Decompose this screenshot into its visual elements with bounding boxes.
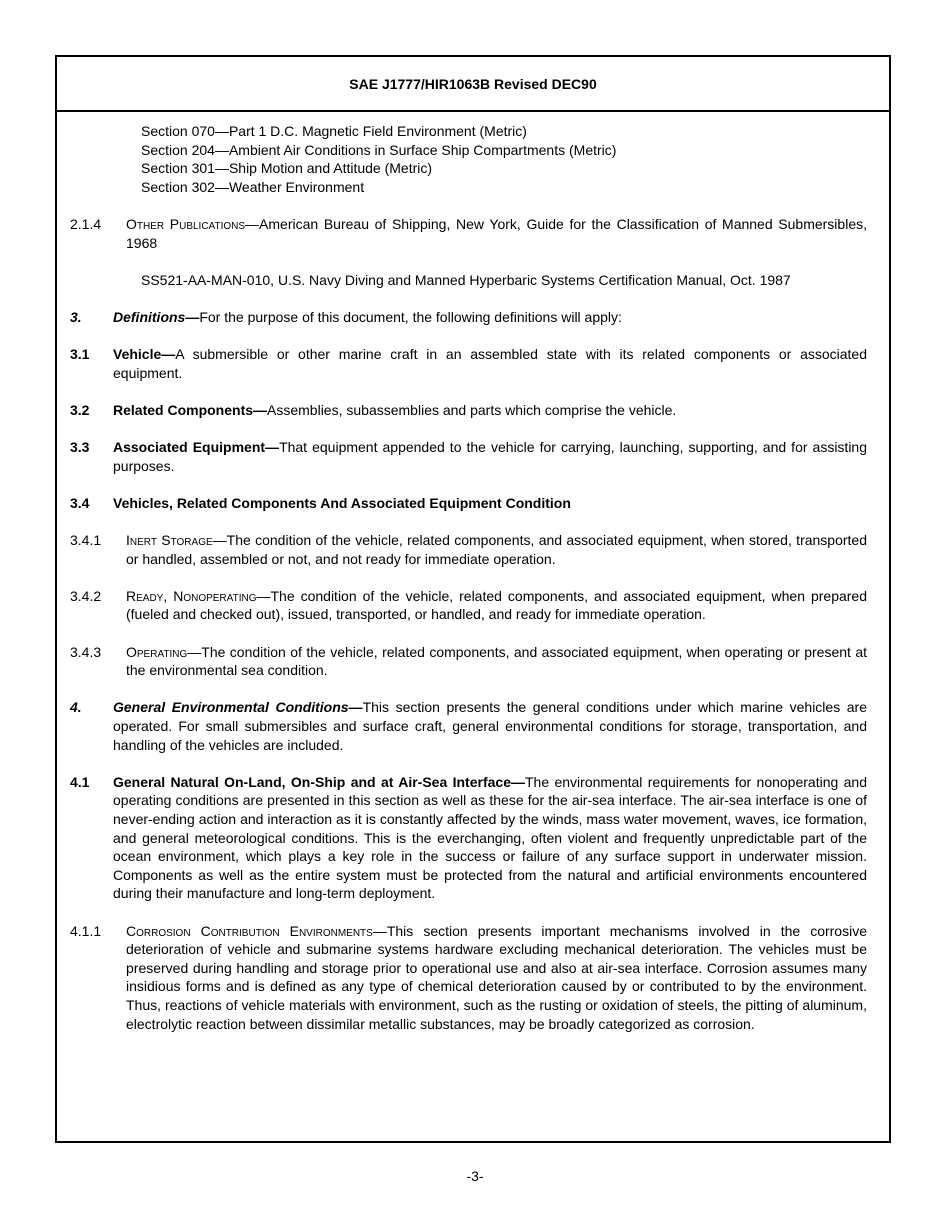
section-4-1 — [70, 773, 867, 903]
section-number: 4. — [70, 699, 82, 716]
section-number: 3.3 — [70, 439, 90, 456]
section-heading: Definitions— — [113, 308, 200, 325]
reference-item: Section 302—Weather Environment — [141, 178, 365, 195]
section-number: 3.4.2 — [70, 587, 102, 604]
section-3 — [70, 308, 867, 327]
section-text: For the purpose of this document, the following definitions will apply: — [199, 308, 622, 325]
section-heading: Corrosion Contribution Environments — [126, 922, 373, 939]
document-header — [57, 57, 889, 112]
section-heading: General Natural On-Land, On-Ship and at Air-Sea Interface— — [113, 773, 525, 790]
section-3-4-2 — [70, 587, 867, 624]
section-3-3 — [70, 438, 867, 475]
reference-item: Section 204—Ambient Air Conditions in Surface Ship Compartments (Metric) — [141, 141, 617, 158]
section-number: 3. — [70, 308, 82, 325]
section-3-2 — [70, 401, 867, 420]
section-4 — [70, 698, 867, 754]
section-heading: General Environmental Conditions— — [113, 699, 363, 716]
section-number: 3.4.1 — [70, 532, 102, 549]
section-number: 4.1 — [70, 773, 90, 790]
section-2-1-4 — [70, 215, 867, 252]
section-heading: Related Components— — [113, 401, 268, 418]
section-text: The environmental requirements for nonoperating and operating conditions are presented in this section as well as these for the air-sea interface. The air-sea interface is one of never-ending action and interaction as it is constantly affected by the winds, mass water movement, waves, ice formation, and general meteorological conditions. This is the everchanging, often violent and frequently unpredictable part of the ocean environment, which plays a key role in the success or failure of any surface support in underwater mission. Components as well as the entire system must be protected from the natural and artificial environments encountered during their manufacture and long-term deployment. — [113, 773, 867, 902]
section-4-1-1 — [70, 922, 867, 1034]
section-text: —The condition of the vehicle, related components, and associated equipment, when operating or present at the environmental sea condition. — [126, 643, 867, 679]
section-2-1-4-extra: SS521-AA-MAN-010, U.S. Navy Diving and Manned Hyperbaric Systems Certification Manual, Oct. 1987 — [141, 271, 791, 288]
section-number: 2.1.4 — [70, 215, 102, 232]
section-text: —The condition of the vehicle, related components, and associated equipment, when stored, transported or handled, assembled or not, and not ready for immediate operation. — [126, 532, 867, 567]
section-text: This section presents the general conditions under which marine vehicles are operated. For small submersibles and surface craft, general environmental conditions for storage, transportation, and handling of the vehicles are included. — [113, 699, 867, 753]
document-body — [70, 122, 867, 1033]
section-heading: Vehicle— — [113, 346, 176, 363]
section-heading: Vehicles, Related Components And Associated Equipment Condition — [113, 494, 571, 511]
section-heading: Associated Equipment— — [113, 439, 280, 456]
section-heading: Inert Storage — [126, 532, 213, 549]
section-text: —American Bureau of Shipping, New York, Guide for the Classification of Manned Submersibles, 1968 — [126, 215, 867, 251]
section-heading: Other Publications — [126, 215, 246, 232]
section-3-4-3 — [70, 643, 867, 680]
section-number: 3.2 — [70, 401, 90, 418]
section-text: A submersible or other marine craft in an assembled state with its related components or associated equipment. — [113, 346, 867, 381]
section-text: Assemblies, subassemblies and parts which comprise the vehicle. — [267, 401, 677, 418]
section-3-4-1 — [70, 531, 867, 568]
section-heading: Ready, Nonoperating — [126, 587, 257, 604]
section-number: 4.1.1 — [70, 922, 102, 939]
page-number: -3- — [466, 1168, 484, 1184]
section-number: 3.1 — [70, 346, 90, 363]
section-number: 3.4.3 — [70, 643, 102, 660]
section-3-4 — [70, 494, 867, 513]
section-number: 3.4 — [70, 494, 90, 511]
section-text: —The condition of the vehicle, related components, and associated equipment, when prepared (fueled and checked out), issued, transported, or handled, and ready for immediate operation. — [126, 587, 868, 623]
section-3-1 — [70, 345, 867, 382]
section-text: That equipment appended to the vehicle for carrying, launching, supporting, and for assisting purposes. — [113, 439, 868, 474]
section-heading: Operating — [126, 643, 188, 660]
document-title: SAE J1777/HIR1063B Revised DEC90 — [349, 75, 597, 92]
section-text: —This section presents important mechanisms involved in the corrosive deterioration of vehicle and submarine systems hardware excluding mechanical deterioration. The vehicles must be preserved during handling and storage prior to operational use and also at air-sea interface. Corrosion assumes many insidious forms and is defined as any type of chemical deterioration caused by or contributed to by the environment. Thus, reactions of vehicle materials with environment, such as the rusting or oxidation of steels, the pitting of aluminum, electrolytic reaction between dissimilar metallic substances, may be broadly categorized as corrosion. — [126, 922, 867, 1032]
reference-item: Section 301—Ship Motion and Attitude (Metric) — [141, 160, 433, 177]
reference-item: Section 070—Part 1 D.C. Magnetic Field Environment (Metric) — [141, 123, 527, 139]
reference-list — [70, 122, 867, 196]
